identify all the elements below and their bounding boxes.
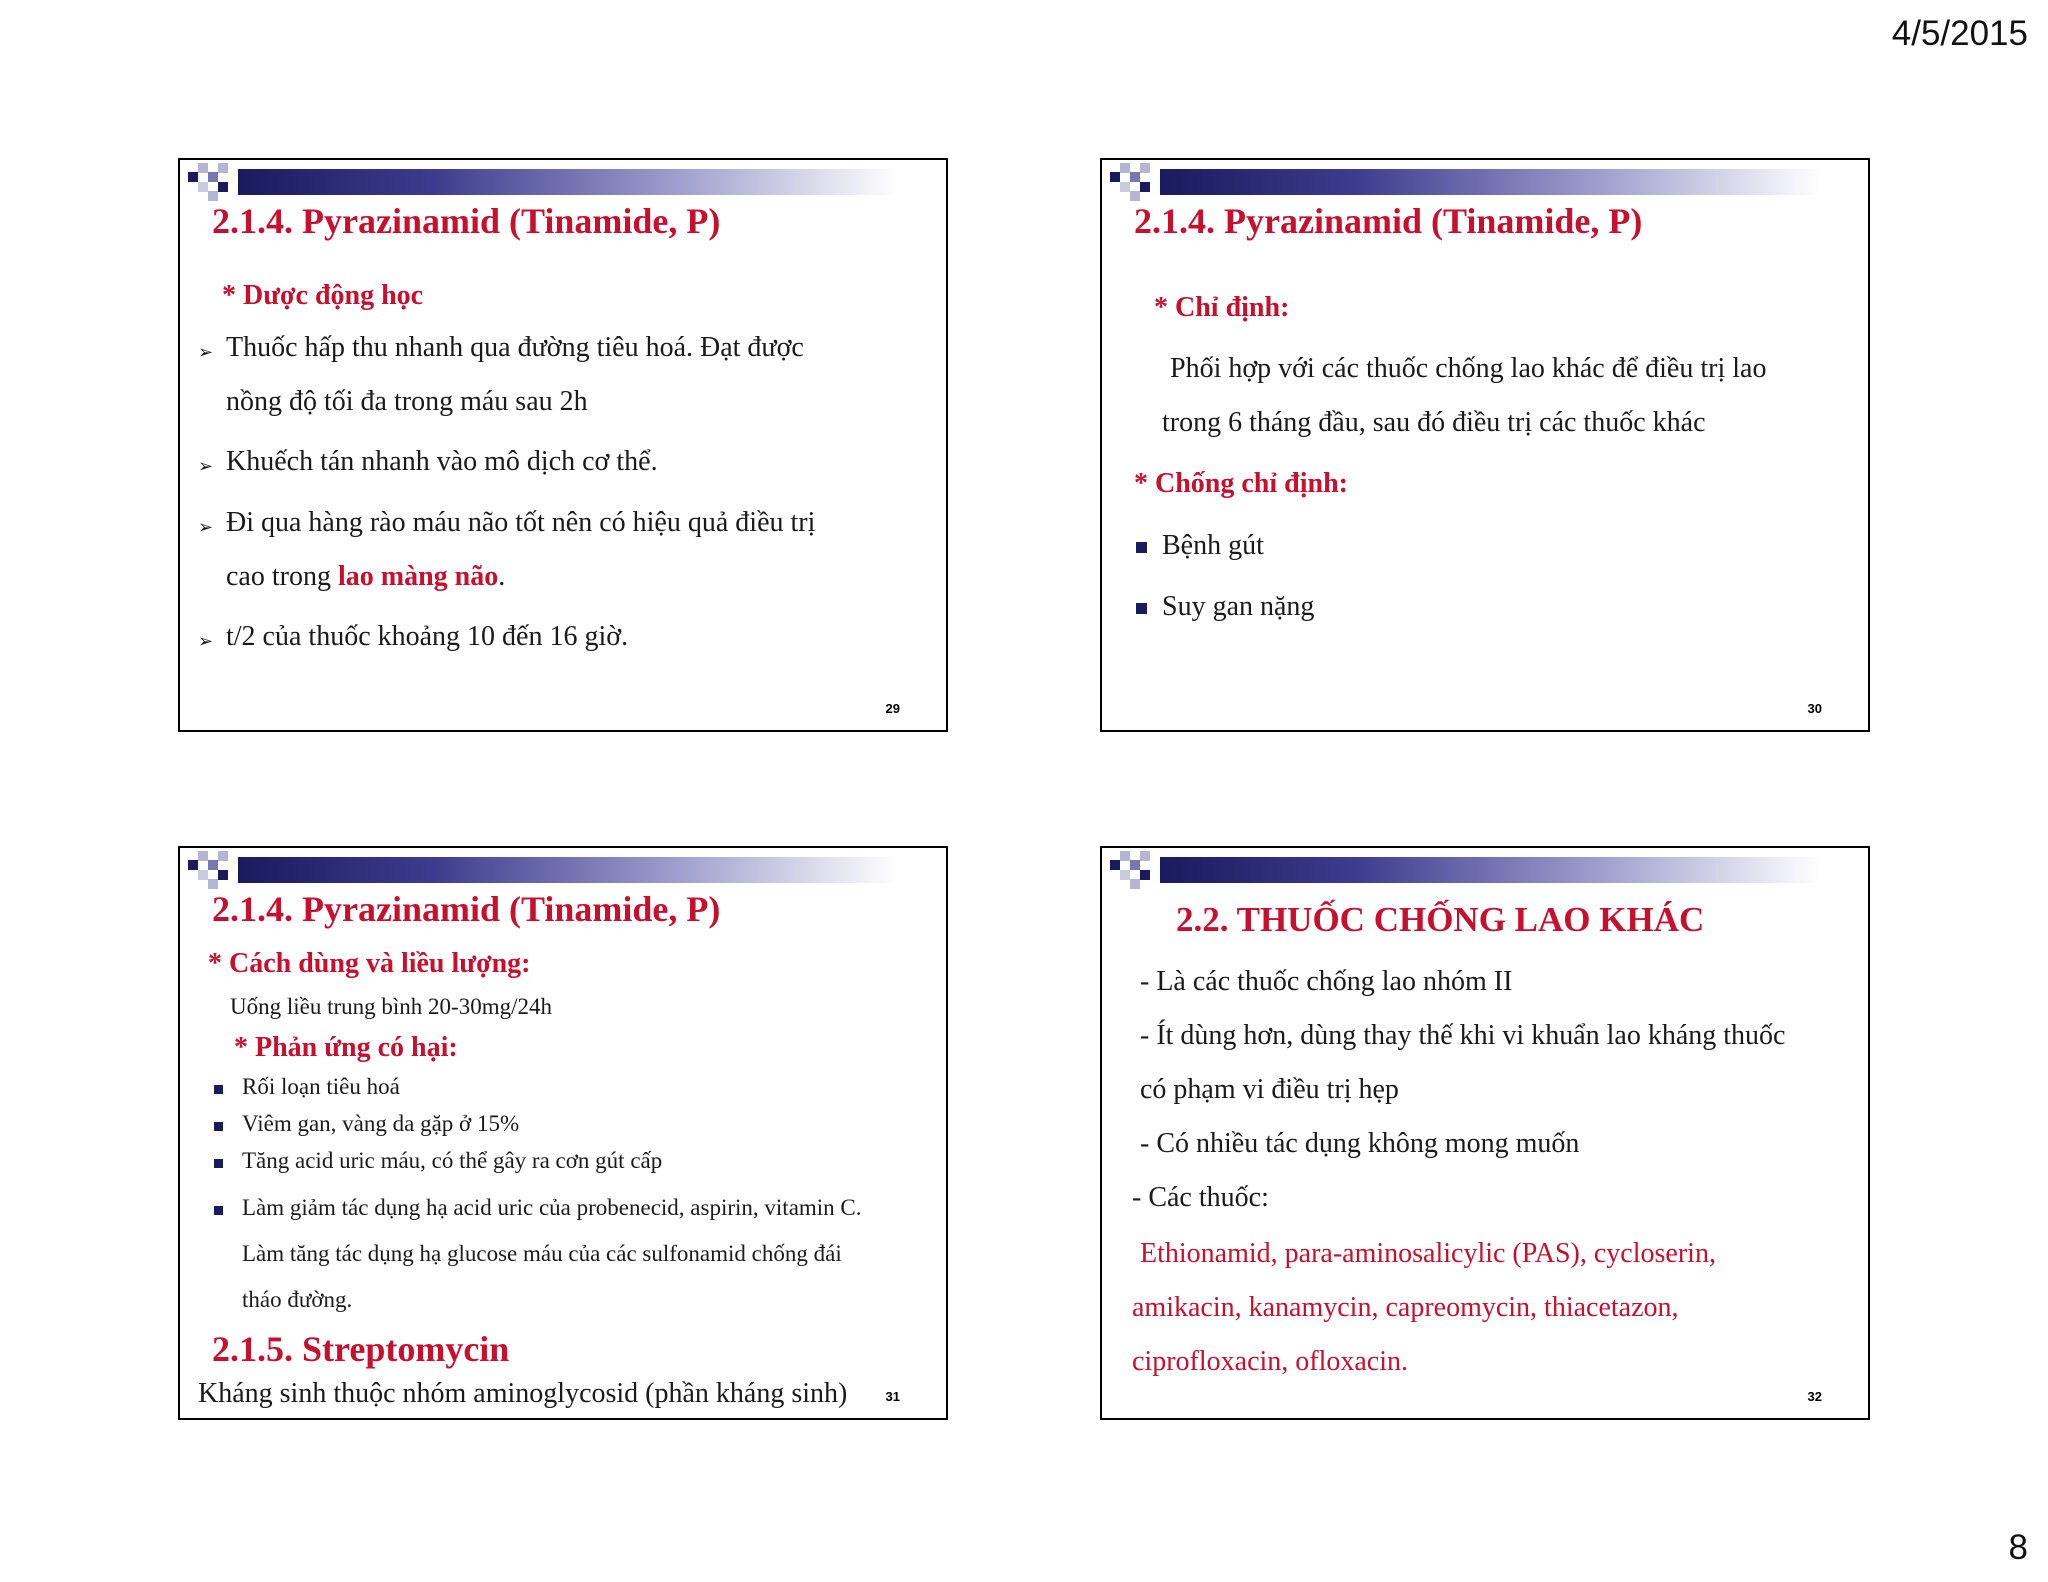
paragraph-line: - Là các thuốc chống lao nhóm II xyxy=(1140,966,1513,997)
list-item: Làm giảm tác dụng hạ acid uric của probenecid, aspirin, vitamin C. xyxy=(242,1195,862,1220)
square-bullet-icon xyxy=(214,1122,223,1131)
drug-list-line: ciprofloxacin, ofloxacin. xyxy=(1132,1346,1409,1377)
arrow-bullet-icon: ➢ xyxy=(198,342,214,363)
list-item-cont xyxy=(226,561,505,593)
text-prefix: cao trong xyxy=(226,561,338,592)
paragraph-line: - Có nhiều tác dụng không mong muốn xyxy=(1140,1128,1580,1159)
section-heading: * Cách dùng và liều lượng: xyxy=(208,948,531,979)
square-bullet-icon xyxy=(1136,603,1147,614)
slide-number: 29 xyxy=(885,701,900,716)
highlight-text: lao màng não xyxy=(337,561,499,592)
paragraph-line: trong 6 tháng đầu, sau đó điều trị các thuốc khác xyxy=(1162,407,1706,438)
slide-title: 2.1.4. Pyrazinamid (Tinamide, P) xyxy=(1134,201,1643,241)
paragraph-line: Phối hợp với các thuốc chống lao khác để điều trị lao xyxy=(1170,353,1767,384)
paragraph-line: - Ít dùng hơn, dùng thay thế khi vi khuẩn lao kháng thuốc xyxy=(1140,1020,1786,1051)
slide-30 xyxy=(1100,158,1870,732)
list-item: t/2 của thuốc khoảng 10 đến 16 giờ. xyxy=(226,621,629,652)
slide-number: 32 xyxy=(1807,1389,1822,1404)
list-item: Viêm gan, vàng da gặp ở 15% xyxy=(242,1111,520,1136)
page-number: 8 xyxy=(2008,1528,2028,1567)
paragraph-line: - Các thuốc: xyxy=(1132,1182,1269,1213)
arrow-bullet-icon: ➢ xyxy=(198,631,214,652)
section-heading: * Chống chỉ định: xyxy=(1134,468,1348,499)
square-bullet-icon xyxy=(214,1206,223,1215)
slide-32 xyxy=(1100,846,1870,1420)
list-item-cont: Làm tăng tác dụng hạ glucose máu của các sulfonamid chống đái xyxy=(242,1241,842,1266)
paragraph-line: có phạm vi điều trị hẹp xyxy=(1140,1074,1399,1105)
square-bullet-icon xyxy=(214,1159,223,1168)
list-item: Suy gan nặng xyxy=(1162,591,1315,622)
list-item: Tăng acid uric máu, có thể gây ra cơn gút cấp xyxy=(242,1148,663,1173)
square-bullet-icon xyxy=(1136,542,1147,553)
list-item: Khuếch tán nhanh vào mô dịch cơ thể. xyxy=(226,446,658,477)
drug-list-line: Ethionamid, para-aminosalicylic (PAS), cycloserin, xyxy=(1140,1238,1716,1269)
arrow-bullet-icon: ➢ xyxy=(198,517,214,538)
slide-title: 2.1.4. Pyrazinamid (Tinamide, P) xyxy=(212,201,721,241)
list-item: Đi qua hàng rào máu não tốt nên có hiệu quả điều trị xyxy=(226,507,816,538)
paragraph-line: Uống liều trung bình 20-30mg/24h xyxy=(230,994,552,1019)
subsection-title: 2.1.5. Streptomycin xyxy=(212,1329,510,1369)
section-heading: * Dược động học xyxy=(222,280,424,311)
slide-number: 30 xyxy=(1807,701,1822,716)
paragraph-line: Kháng sinh thuộc nhóm aminoglycosid (phần kháng sinh) xyxy=(198,1378,848,1409)
arrow-bullet-icon: ➢ xyxy=(198,456,214,477)
list-item: Thuốc hấp thu nhanh qua đường tiêu hoá. Đạt được xyxy=(226,332,804,363)
slide-title: 2.2. THUỐC CHỐNG LAO KHÁC xyxy=(1176,900,1705,939)
square-bullet-icon xyxy=(214,1085,223,1094)
slide-29 xyxy=(178,158,948,732)
section-heading: * Chỉ định: xyxy=(1154,292,1290,323)
list-item-cont: tháo đường. xyxy=(242,1287,353,1312)
list-item: Rối loạn tiêu hoá xyxy=(242,1074,400,1099)
slide-title: 2.1.4. Pyrazinamid (Tinamide, P) xyxy=(212,889,721,929)
drug-list-line: amikacin, kanamycin, capreomycin, thiacetazon, xyxy=(1132,1292,1679,1323)
slide-31 xyxy=(178,846,948,1420)
slide-number: 31 xyxy=(885,1389,900,1404)
text-suffix: . xyxy=(498,561,506,592)
page-date: 4/5/2015 xyxy=(1891,14,2028,53)
list-item: Bệnh gút xyxy=(1162,530,1264,561)
list-item-cont: nồng độ tối đa trong máu sau 2h xyxy=(226,386,588,417)
section-heading: * Phản ứng có hại: xyxy=(234,1032,458,1063)
